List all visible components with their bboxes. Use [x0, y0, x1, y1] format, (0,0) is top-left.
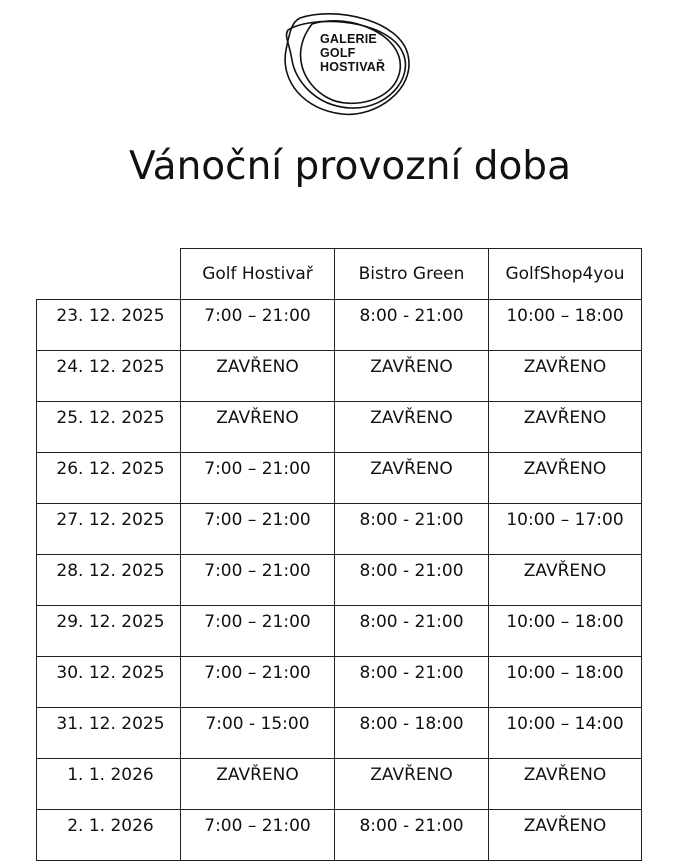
date-cell: 28. 12. 2025 — [37, 555, 181, 606]
opening-hours-table — [36, 248, 642, 861]
bistro-green-cell: ZAVŘENO — [335, 453, 489, 504]
golf-hostivar-cell: 7:00 – 21:00 — [181, 555, 335, 606]
header-golfshop4you: GolfShop4you — [489, 249, 642, 300]
bistro-green-cell: 8:00 - 21:00 — [335, 504, 489, 555]
bistro-green-cell: ZAVŘENO — [335, 351, 489, 402]
golf-hostivar-cell: 7:00 - 15:00 — [181, 708, 335, 759]
header-bistro-green: Bistro Green — [335, 249, 489, 300]
bistro-green-cell: 8:00 - 21:00 — [335, 810, 489, 861]
date-cell: 23. 12. 2025 — [37, 300, 181, 351]
date-cell: 27. 12. 2025 — [37, 504, 181, 555]
golf-hostivar-cell: 7:00 – 21:00 — [181, 606, 335, 657]
golfshop4you-cell: 10:00 – 18:00 — [489, 606, 642, 657]
golf-hostivar-cell: 7:00 – 21:00 — [181, 657, 335, 708]
table-row — [37, 453, 642, 504]
bistro-green-cell: 8:00 - 21:00 — [335, 606, 489, 657]
date-cell: 24. 12. 2025 — [37, 351, 181, 402]
logo-line-1: GALERIE — [320, 32, 377, 46]
table-row — [37, 555, 642, 606]
golf-hostivar-cell: ZAVŘENO — [181, 759, 335, 810]
date-cell: 29. 12. 2025 — [37, 606, 181, 657]
date-cell: 30. 12. 2025 — [37, 657, 181, 708]
golfshop4you-cell: 10:00 – 17:00 — [489, 504, 642, 555]
logo-line-2: GOLF — [320, 46, 356, 60]
date-cell: 2. 1. 2026 — [37, 810, 181, 861]
page-title: Vánoční provozní doba — [129, 144, 571, 189]
date-cell: 31. 12. 2025 — [37, 708, 181, 759]
table-row — [37, 351, 642, 402]
golf-hostivar-cell: ZAVŘENO — [181, 402, 335, 453]
bistro-green-cell: 8:00 - 21:00 — [335, 555, 489, 606]
table-row — [37, 810, 642, 861]
golfshop4you-cell: 10:00 – 14:00 — [489, 708, 642, 759]
header-golf-hostivar: Golf Hostivař — [181, 249, 335, 300]
date-cell: 1. 1. 2026 — [37, 759, 181, 810]
bistro-green-cell: 8:00 - 18:00 — [335, 708, 489, 759]
table-row — [37, 657, 642, 708]
golf-hostivar-cell: 7:00 – 21:00 — [181, 810, 335, 861]
golf-hostivar-cell: 7:00 – 21:00 — [181, 504, 335, 555]
table-row — [37, 300, 642, 351]
golfshop4you-cell: ZAVŘENO — [489, 402, 642, 453]
date-cell: 26. 12. 2025 — [37, 453, 181, 504]
golfshop4you-cell: 10:00 – 18:00 — [489, 300, 642, 351]
golfshop4you-cell: ZAVŘENO — [489, 351, 642, 402]
golfshop4you-cell: ZAVŘENO — [489, 453, 642, 504]
table-row — [37, 759, 642, 810]
golfshop4you-cell: ZAVŘENO — [489, 555, 642, 606]
date-cell: 25. 12. 2025 — [37, 402, 181, 453]
table-row — [37, 402, 642, 453]
header-empty-cell — [37, 249, 181, 300]
table-row — [37, 504, 642, 555]
bistro-green-cell: ZAVŘENO — [335, 402, 489, 453]
table-row — [37, 708, 642, 759]
golfshop4you-cell: ZAVŘENO — [489, 810, 642, 861]
logo-line-3: HOSTIVAŘ — [320, 60, 386, 74]
table-row — [37, 606, 642, 657]
table-header-row — [37, 249, 642, 300]
golf-hostivar-cell: 7:00 – 21:00 — [181, 453, 335, 504]
golfshop4you-cell: ZAVŘENO — [489, 759, 642, 810]
golfshop4you-cell: 10:00 – 18:00 — [489, 657, 642, 708]
bistro-green-cell: 8:00 - 21:00 — [335, 657, 489, 708]
golf-hostivar-cell: 7:00 – 21:00 — [181, 300, 335, 351]
golf-hostivar-cell: ZAVŘENO — [181, 351, 335, 402]
galerie-golf-hostivar-logo — [280, 10, 420, 120]
bistro-green-cell: 8:00 - 21:00 — [335, 300, 489, 351]
bistro-green-cell: ZAVŘENO — [335, 759, 489, 810]
